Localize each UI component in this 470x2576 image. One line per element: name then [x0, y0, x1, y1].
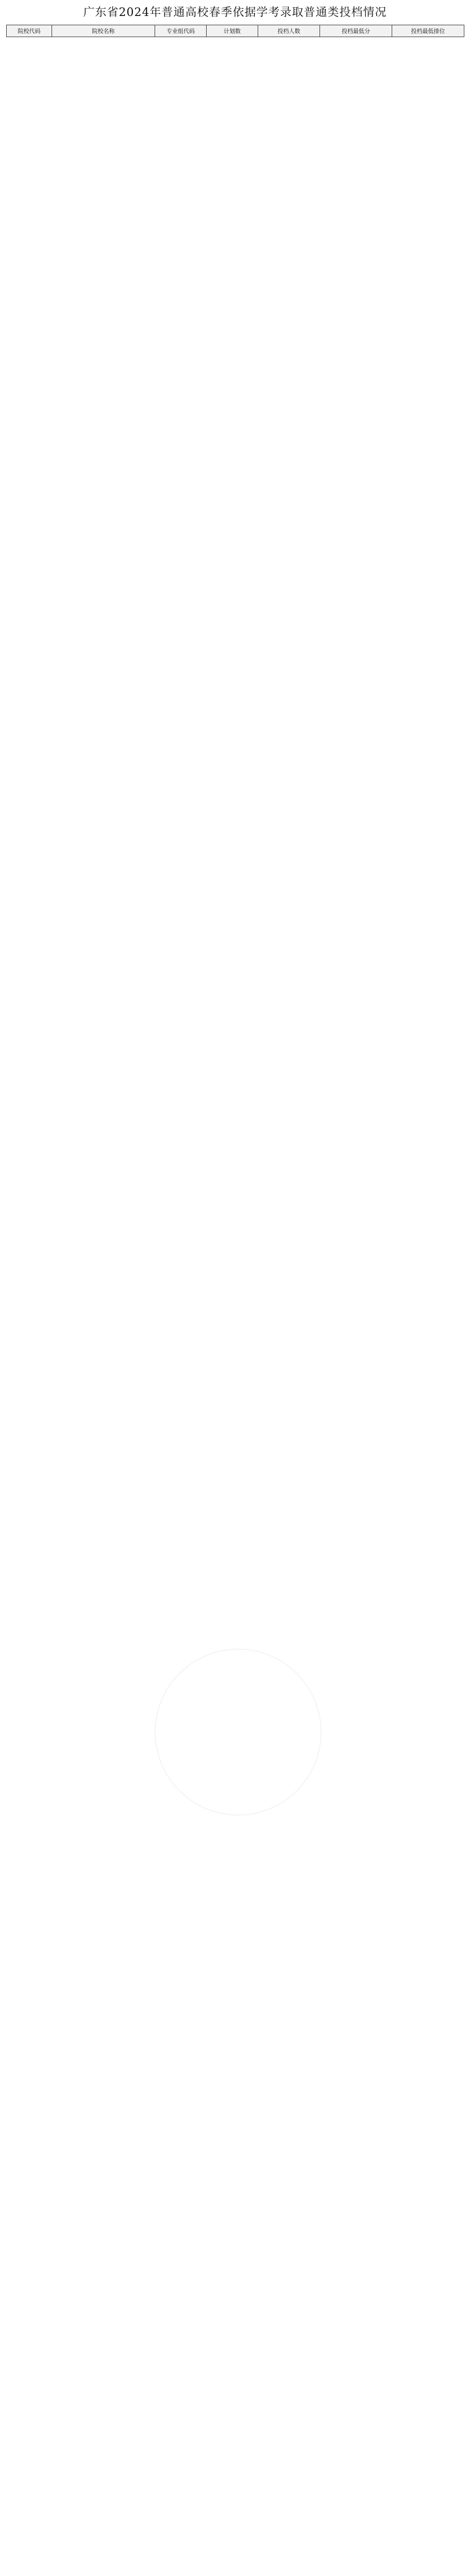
header-min-rank: 投档最低排位 [392, 25, 464, 37]
header-plan-count: 计划数 [207, 25, 258, 37]
page-title: 广东省2024年普通高校春季依据学考录取普通类投档情况 [83, 6, 387, 19]
header-group-code: 专业组代码 [155, 25, 207, 37]
header-admitted-count: 投档人数 [258, 25, 320, 37]
header-school-name: 院校名称 [52, 25, 155, 37]
faint-watermark [155, 1649, 322, 1816]
table-header-row [7, 25, 464, 37]
admission-table [6, 25, 464, 37]
header-school-code: 院校代码 [7, 25, 52, 37]
header-min-score: 投档最低分 [320, 25, 392, 37]
